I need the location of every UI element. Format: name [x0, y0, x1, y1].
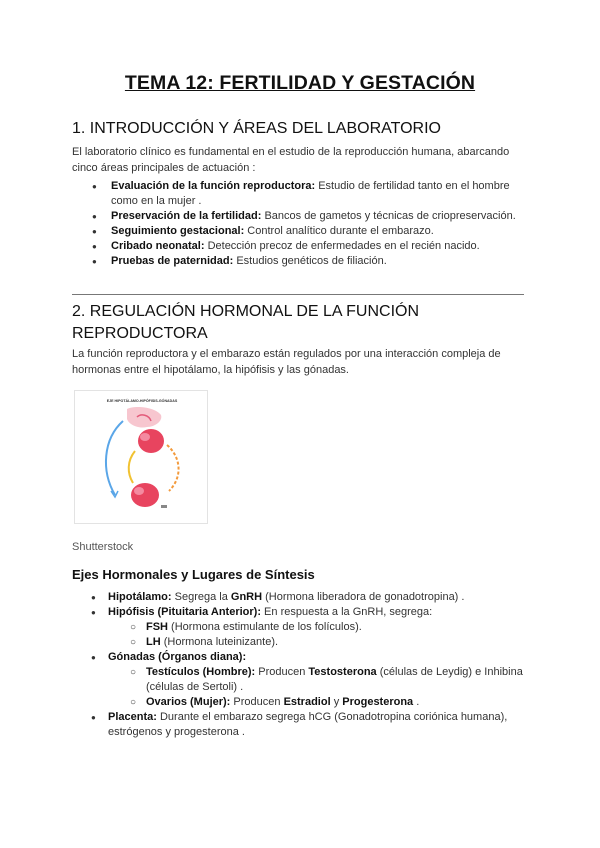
- list-item: ● Evaluación de la función reproductora: Estudio de fertilidad tanto en el hombre como en la mujer .: [92, 180, 510, 207]
- bullet-icon: ●: [91, 593, 96, 602]
- gonad-shape: [131, 483, 159, 507]
- sub-list-item: ○ FSH (Hormona estimulante de los folículos).: [130, 621, 362, 633]
- pituitary-lobe: [140, 433, 150, 441]
- hormonal-axis-diagram: [75, 391, 209, 525]
- bullet-icon: ●: [92, 212, 97, 221]
- gonad-highlight: [134, 487, 144, 495]
- sub-list-item: ○ Testículos (Hombre): Producen Testosterona (células de Leydig) e Inhibina (células de Sertoli) .: [130, 666, 523, 693]
- section1-heading: 1. INTRODUCCIÓN Y ÁREAS DEL LABORATORIO: [72, 120, 441, 137]
- figure-label-mark: [161, 505, 167, 508]
- axis-arrow-middle: [129, 451, 135, 483]
- axes-subheading: Ejes Hormonales y Lugares de Síntesis: [72, 567, 315, 582]
- bullet-icon: ●: [92, 227, 97, 236]
- list-item: ● Placenta: Durante el embarazo segrega hCG (Gonadotropina coriónica humana), estrógenos y progesterona .: [91, 711, 508, 738]
- bullet-icon: ●: [92, 257, 97, 266]
- circle-bullet-icon: ○: [130, 697, 137, 708]
- sub-list: [108, 665, 528, 710]
- list-item: ● Gónadas (Órganos diana): ○ Testículos (Hombre): Producen Testosterona (células de Leydig) e Inhibina (células de Sertoli) . ○ Ovarios (Mujer): Producen Estradiol y Progesterona .: [88, 650, 528, 710]
- bullet-icon: ●: [92, 242, 97, 251]
- sub-list: [108, 620, 528, 650]
- bullet-icon: ●: [91, 713, 96, 722]
- list-item: ● Hipófisis (Pituitaria Anterior): En respuesta a la GnRH, segrega: ○ FSH (Hormona estimulante de los folículos). ○ LH (Hormona luteinizante).: [88, 605, 528, 650]
- pituitary-gland: [138, 429, 164, 453]
- list-item: ● Preservación de la fertilidad: Bancos de gametos y técnicas de criopreservación.: [92, 210, 516, 222]
- circle-bullet-icon: ○: [130, 667, 137, 678]
- list-item: ● Seguimiento gestacional: Control analítico durante el embarazo.: [92, 225, 434, 237]
- section-divider: [72, 294, 524, 295]
- figure-caption: Shutterstock: [72, 541, 134, 553]
- sub-list-item: ○ Ovarios (Mujer): Producen Estradiol y Progesterona .: [130, 696, 420, 708]
- list-item: ● Hipotálamo: Segrega la GnRH (Hormona liberadora de gonadotropina) .: [91, 591, 465, 603]
- bullet-icon: ●: [91, 653, 96, 662]
- axis-arrow-right: [167, 445, 179, 491]
- hormonal-axes-list: [88, 590, 528, 740]
- bullet-icon: ●: [92, 182, 97, 191]
- circle-bullet-icon: ○: [130, 637, 137, 648]
- sub-list-item: ○ LH (Hormona luteinizante).: [130, 636, 279, 648]
- page-title: TEMA 12: FERTILIDAD Y GESTACIÓN: [124, 72, 476, 94]
- section2-heading: 2. REGULACIÓN HORMONAL DE LA FUNCIÓN REPRODUCTORA: [72, 303, 420, 342]
- list-item: ● Cribado neonatal: Detección precoz de enfermedades en el recién nacido.: [92, 240, 480, 252]
- section2-intro: La función reproductora y el embarazo están regulados por una interacción compleja de hormonas entre el hipotálamo, la hipófisis y las gónadas.: [72, 348, 501, 376]
- areas-list: [72, 179, 532, 269]
- hormonal-axis-figure: [74, 390, 208, 524]
- section1-intro: El laboratorio clínico es fundamental en el estudio de la reproducción humana, abarcando cinco áreas principales de actuación :: [72, 146, 510, 174]
- bullet-icon: ●: [91, 608, 96, 617]
- brain-shape: [127, 407, 161, 428]
- list-item: ● Pruebas de paternidad: Estudios genéticos de filiación.: [92, 255, 387, 267]
- circle-bullet-icon: ○: [130, 622, 137, 633]
- axis-arrow-left: [106, 421, 123, 495]
- figure-title: EJE HIPOTÁLAMO-HIPÓFISIS-GÓNADAS: [106, 399, 178, 403]
